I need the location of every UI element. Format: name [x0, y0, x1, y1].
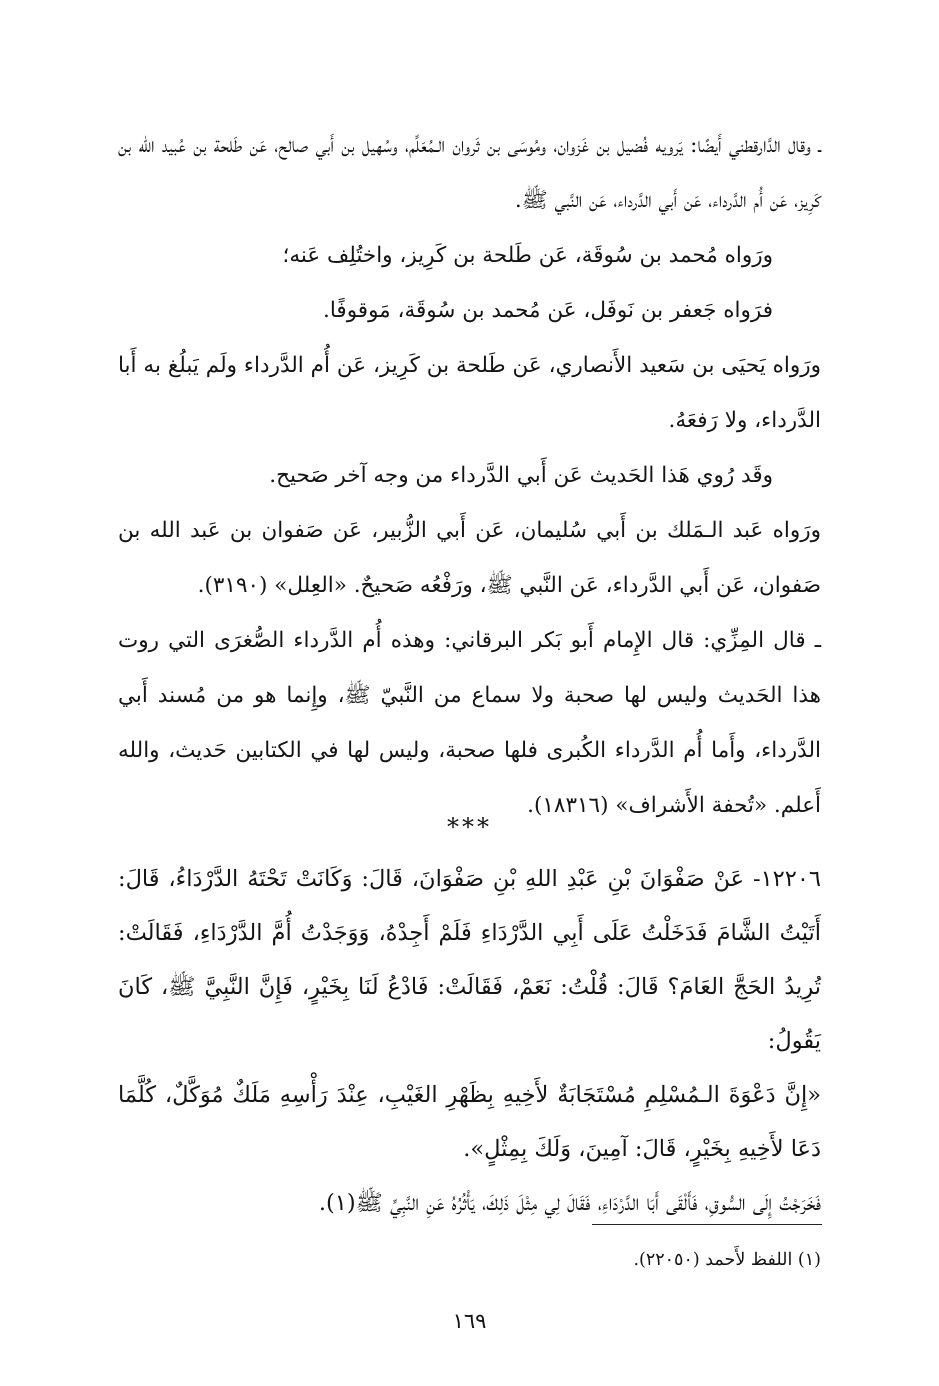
paragraph-suqa: ورَواه مُحمد بن سُوقَة، عَن طَلحة بن كَرِيز، واختُلِف عَنه؛ — [282, 243, 773, 268]
hadith-closing: فَخَرَجْتُ إِلَى السُّوقِ، فَأَلْقَى أَبَا الدَّرْدَاءِ، فَقَالَ لِي مِثْلَ ذَلِكَ، يَأْثُرُهُ عَنِ النَّبِيِّ ﷺ(١). — [318, 1190, 821, 1216]
footnote-divider — [592, 1224, 822, 1225]
commentary-text — [118, 118, 821, 833]
paragraph-jafar: فرَواه جَعفر بن نَوفَل، عَن مُحمد بن سُوقَة، مَوقوفًا. — [323, 298, 773, 323]
page-number: ١٦٩ — [452, 1309, 487, 1333]
hadith-block — [118, 852, 821, 1230]
hadith-quote: «إِنَّ دَعْوَةَ الـمُسْلِمِ مُسْتَجَابَةٌ لأَخِيهِ بِظَهْرِ الغَيْبِ، عِنْدَ رَأْسِهِ مَلَكٌ مُوَكَّلٌ، كُلَّمَا دَعَا لأَخِيهِ بِخَيْرٍ، قَالَ: آمِينَ، وَلَكَ بِمِثْلٍ». — [118, 1082, 821, 1162]
paragraph-wajh-akhar: وقَد رُوي هَذا الحَديث عَن أَبي الدَّرداء من وجه آخر صَحيح. — [269, 463, 773, 488]
paragraph-mizzi: ـ قال المِزِّي: قال الإِمام أَبو بَكر البرقاني: وهذه أُم الدَّرداء الصُّغرَى التي روت هذا الحَديث وليس لها صحبة ولا سماع من النَّبيّ ﷺ، وإِنما هو من مُسند أَبي الدَّرداء، وأَما أُم الدَّرداء الكُبرى فلها صحبة، وليس لها في الكتابين حَديث، والله أَعلم. «تُحفة الأَشراف» (١٨٣١٦). — [118, 628, 821, 818]
footnote: (١) اللفظ لأَحمد (٢٢٠٥٠). — [633, 1250, 821, 1270]
hadith-main: ١٢٢٠٦- عَنْ صَفْوَانَ بْنِ عَبْدِ اللهِ بْنِ صَفْوَانَ، قَالَ: وَكَانَتْ تَحْتَهُ الدَّرْدَاءُ، قَالَ: أَتَيْتُ الشَّامَ فَدَخَلْتُ عَلَى أَبِي الدَّرْدَاءِ فَلَمْ أَجِدْهُ، وَوَجَدْتُ أُمَّ الدَّرْدَاءِ، فَقَالَتْ: تُرِيدُ الحَجَّ العَامَ؟ قَالَ: قُلْتُ: نَعَمْ، فَقَالَتْ: فَادْعُ لَنَا بِخَيْرٍ، فَإِنَّ النَّبِيَّ ﷺ، كَانَ يَقُولُ: — [118, 866, 821, 1054]
paragraph-yahya: ورَواه يَحيَى بن سَعيد الأَنصاري، عَن طَلحة بن كَرِيز، عَن أُم الدَّرداء ولَم يَبلُغ به أَبا الدَّرداء، ولا رَفعَهُ. — [118, 353, 821, 433]
paragraph-abd-al-malik: ورَواه عَبد الـمَلك بن أَبي سُليمان، عَن أَبي الزُّبير، عَن صَفوان بن عَبد الله بن صَفوان، عَن أَبي الدَّرداء، عَن النَّبي ﷺ، ورَفْعُه صَحيحٌ. «العِلل» (٣١٩٠). — [118, 518, 821, 598]
paragraph-daraqutni: ـ وقال الدَّارقطني أَيضًا: يَرويه فُضيل بن غَزوان، ومُوسَى بن ثَروان الـمُعَلِّم، وسُهيل بن أَبي صالح، عَن طَلحة بن عُبيد الله بن كَرِيز، عَن أُم الدَّرداء، عَن أَبي الدَّرداء، عَن النَّبي ﷺ. — [118, 133, 821, 213]
section-separator: *** — [447, 813, 492, 841]
